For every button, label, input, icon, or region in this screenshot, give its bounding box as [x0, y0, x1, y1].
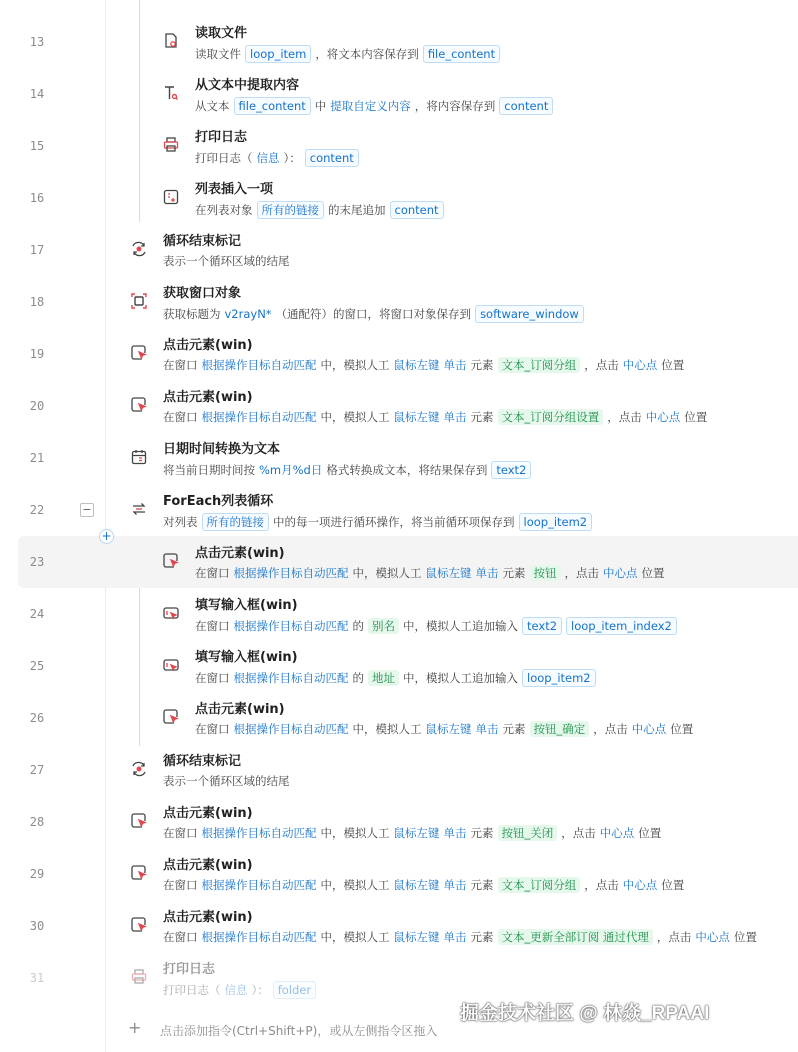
description-text: 元素	[502, 722, 526, 736]
instruction-description	[163, 461, 531, 479]
instruction-description	[163, 981, 316, 999]
instruction-row[interactable]	[0, 172, 798, 224]
description-text: ，将内容保存到	[414, 99, 496, 113]
instruction-title: 点击元素(win)	[163, 338, 253, 353]
line-number: 31	[29, 971, 45, 985]
element-chip[interactable]: 别名	[368, 618, 399, 634]
element-chip[interactable]: 按钮_确定	[530, 721, 590, 737]
description-text: 格式转换成文本，将结果保存到	[326, 463, 488, 477]
description-text: 在窗口	[195, 671, 230, 685]
parameter-link[interactable]: 单击	[443, 878, 467, 892]
element-chip[interactable]: 地址	[368, 670, 399, 686]
instruction-row[interactable]	[0, 744, 798, 796]
parameter-link[interactable]: 鼠标左键	[393, 826, 440, 840]
line-number: 29	[29, 867, 45, 881]
parameter-link[interactable]: 根据操作目标自动匹配	[201, 410, 317, 424]
instruction-row[interactable]	[0, 68, 798, 120]
element-chip[interactable]: 文本_订阅分组	[498, 877, 581, 893]
description-text: 在窗口	[163, 826, 198, 840]
loop-end-icon	[130, 760, 148, 778]
variable-chip[interactable]: 所有的链接	[257, 201, 325, 219]
parameter-link[interactable]: 根据操作目标自动匹配	[201, 930, 317, 944]
insert-step-button[interactable]: +	[99, 529, 114, 544]
parameter-link[interactable]: 鼠标左键	[393, 878, 440, 892]
click-element-icon	[162, 708, 180, 726]
description-text: 表示一个循环区域的结尾	[163, 774, 290, 788]
parameter-link[interactable]: 单击	[443, 826, 467, 840]
description-text: 元素	[470, 930, 494, 944]
instruction-description	[195, 721, 693, 737]
description-text: 位置	[661, 358, 685, 372]
read-file-icon	[162, 32, 180, 50]
line-number: 22	[29, 503, 45, 517]
description-text: 从文本	[195, 99, 230, 113]
description-text: 读取文件	[195, 47, 241, 61]
parameter-link[interactable]: 根据操作目标自动匹配	[201, 358, 317, 372]
instruction-description	[163, 357, 684, 373]
instruction-title: 点击元素(win)	[163, 806, 253, 821]
description-text: ，点击	[584, 878, 619, 892]
description-text: 获取标题为	[163, 307, 221, 321]
instruction-row[interactable]	[0, 640, 798, 692]
description-text: 中，模拟人工	[320, 358, 390, 372]
description-text: 对列表	[163, 515, 198, 529]
line-number: 17	[29, 243, 45, 257]
input-box-icon	[162, 656, 180, 674]
description-text: 在窗口	[195, 566, 230, 580]
element-chip[interactable]: 文本_订阅分组	[498, 357, 581, 373]
parameter-link[interactable]: 信息	[224, 983, 248, 997]
plus-icon[interactable]: +	[128, 1018, 142, 1037]
instruction-row[interactable]	[0, 380, 798, 432]
line-number: 19	[29, 347, 45, 361]
instruction-row[interactable]	[0, 484, 798, 536]
line-number: 24	[29, 607, 45, 621]
description-text: ，点击	[593, 722, 628, 736]
element-chip[interactable]: 文本_订阅分组设置	[498, 409, 604, 425]
instruction-title: 读取文件	[195, 26, 248, 41]
variable-chip[interactable]: text2	[491, 461, 531, 479]
instruction-row[interactable]	[0, 276, 798, 328]
description-text: ，点击	[584, 358, 619, 372]
click-element-icon	[130, 916, 148, 934]
description-text: 将当前日期时间按	[163, 463, 255, 477]
description-text: ，点击	[607, 410, 642, 424]
instruction-title: 点击元素(win)	[195, 702, 285, 717]
element-chip[interactable]: 文本_更新全部订阅 通过代理	[498, 929, 653, 945]
variable-chip[interactable]: loop_item_index2	[566, 617, 677, 635]
instruction-description	[195, 669, 596, 687]
print-icon	[130, 968, 148, 986]
instruction-row[interactable]	[0, 16, 798, 68]
element-chip[interactable]: 按钮_关闭	[498, 825, 558, 841]
variable-chip[interactable]: folder	[273, 981, 316, 999]
instruction-description	[163, 773, 290, 789]
input-box-icon	[162, 604, 180, 622]
description-text: 元素	[502, 566, 526, 580]
window-target-icon	[130, 292, 148, 310]
click-element-icon	[162, 552, 180, 570]
line-number: 28	[29, 815, 45, 829]
instruction-title: 列表插入一项	[195, 182, 274, 197]
parameter-link[interactable]: 单击	[443, 358, 467, 372]
instruction-title: 填写输入框(win)	[195, 598, 298, 613]
description-text: 的末尾追加	[328, 203, 386, 217]
description-text: 中的每一项进行循环操作，将当前循环项保存到	[273, 515, 515, 529]
line-number: 23	[29, 555, 45, 569]
parameter-link[interactable]: 根据操作目标自动匹配	[201, 826, 317, 840]
parameter-link[interactable]: 单击	[475, 566, 499, 580]
variable-chip[interactable]: 所有的链接	[202, 513, 270, 531]
instruction-row[interactable]	[0, 224, 798, 276]
line-number: 30	[29, 919, 45, 933]
instruction-title: 打印日志	[195, 130, 248, 145]
parameter-link[interactable]: 中心点	[695, 930, 730, 944]
description-text: ，点击	[564, 566, 599, 580]
description-text: 元素	[470, 410, 494, 424]
description-text: （通配符）的窗口，将窗口对象保存到	[275, 307, 472, 321]
parameter-link[interactable]: 鼠标左键	[393, 410, 440, 424]
instruction-title: 循环结束标记	[163, 754, 242, 769]
instruction-row[interactable]	[18, 536, 798, 588]
line-number: 26	[29, 711, 45, 725]
description-text: ，点击	[561, 826, 596, 840]
description-text: ，将文本内容保存到	[315, 47, 419, 61]
description-text: ）：	[251, 983, 269, 997]
description-text: 在窗口	[163, 410, 198, 424]
description-text: ）：	[283, 151, 301, 165]
variable-chip[interactable]: software_window	[475, 305, 584, 323]
variable-chip[interactable]: file_content	[234, 97, 311, 115]
parameter-link[interactable]: 中心点	[631, 722, 667, 736]
collapse-toggle[interactable]: −	[80, 503, 94, 517]
instruction-title: 从文本中提取内容	[195, 78, 300, 93]
instruction-row[interactable]	[0, 432, 798, 484]
instruction-description	[163, 825, 661, 841]
instruction-title: 打印日志	[163, 962, 216, 977]
description-text: 在窗口	[163, 878, 198, 892]
parameter-link[interactable]: v2rayN*	[224, 307, 272, 321]
instruction-title: 循环结束标记	[163, 234, 242, 249]
instruction-title: 点击元素(win)	[163, 910, 253, 925]
line-number: 14	[29, 87, 45, 101]
description-text: 中，模拟人工	[352, 722, 422, 736]
description-text: 中，模拟人工	[320, 878, 390, 892]
add-instruction-hint: 点击添加指令(Ctrl+Shift+P)，或从左侧指令区拖入	[160, 1024, 438, 1038]
click-element-icon	[130, 812, 148, 830]
parameter-link[interactable]: 中心点	[599, 826, 635, 840]
description-text: 位置	[670, 722, 694, 736]
parameter-link[interactable]: 根据操作目标自动匹配	[233, 722, 349, 736]
instruction-row[interactable]	[0, 900, 798, 952]
variable-chip[interactable]: content	[305, 149, 359, 167]
parameter-link[interactable]: 中心点	[622, 358, 658, 372]
instruction-description	[163, 513, 592, 531]
calendar-icon	[130, 448, 148, 466]
click-element-icon	[130, 396, 148, 414]
variable-chip[interactable]: file_content	[423, 45, 500, 63]
instruction-title: 点击元素(win)	[195, 546, 285, 561]
description-text: 位置	[684, 410, 708, 424]
description-text: 元素	[470, 826, 494, 840]
instruction-row[interactable]	[0, 848, 798, 900]
line-number: 16	[29, 191, 45, 205]
parameter-link[interactable]: 根据操作目标自动匹配	[233, 566, 349, 580]
instruction-description	[163, 253, 290, 269]
instruction-description	[195, 149, 359, 167]
description-text: ，点击	[656, 930, 692, 944]
parameter-link[interactable]: 中心点	[603, 566, 638, 580]
line-number: 21	[29, 451, 45, 465]
description-text: 位置	[638, 826, 662, 840]
parameter-link[interactable]: 单击	[443, 930, 467, 944]
variable-chip[interactable]: loop_item	[245, 45, 311, 63]
description-text: 位置	[661, 878, 685, 892]
print-icon	[162, 136, 180, 154]
parameter-link[interactable]: %m月%d日	[259, 463, 323, 477]
instruction-description	[195, 617, 677, 635]
list-insert-icon	[162, 188, 180, 206]
watermark: 掘金技术社区 @ 林焱_RPAAI	[460, 1003, 710, 1024]
loop-end-icon	[130, 240, 148, 258]
variable-chip[interactable]: text2	[522, 617, 562, 635]
click-element-icon	[130, 344, 148, 362]
variable-chip[interactable]: content	[390, 201, 444, 219]
description-text: 中，模拟人工	[352, 566, 422, 580]
description-text: 在窗口	[163, 358, 198, 372]
description-text: 中，模拟人工	[320, 826, 390, 840]
instruction-title: 填写输入框(win)	[195, 650, 298, 665]
description-text: 中，模拟人工	[320, 410, 390, 424]
description-text: 打印日志（	[163, 983, 221, 997]
parameter-link[interactable]: 根据操作目标自动匹配	[233, 619, 349, 633]
parameter-link[interactable]: 鼠标左键	[425, 722, 472, 736]
parameter-link[interactable]: 根据操作目标自动匹配	[233, 671, 349, 685]
instruction-title: 日期时间转换为文本	[163, 442, 281, 457]
description-text: 位置	[641, 566, 665, 580]
instruction-description	[163, 877, 684, 893]
parameter-link[interactable]: 单击	[475, 722, 499, 736]
line-number: 18	[29, 295, 45, 309]
description-text: 打印日志（	[195, 151, 253, 165]
parameter-link[interactable]: 鼠标左键	[393, 930, 440, 944]
parameter-link[interactable]: 单击	[443, 410, 467, 424]
parameter-link[interactable]: 鼠标左键	[393, 358, 440, 372]
parameter-link[interactable]: 鼠标左键	[425, 566, 472, 580]
description-text: 位置	[733, 930, 757, 944]
text-extract-icon	[162, 84, 180, 102]
instruction-title: 点击元素(win)	[163, 390, 253, 405]
description-text: 的	[352, 619, 364, 633]
variable-chip[interactable]: content	[499, 97, 553, 115]
variable-chip[interactable]: loop_item2	[519, 513, 593, 531]
instruction-description	[195, 45, 500, 63]
line-number: 25	[29, 659, 45, 673]
instruction-row[interactable]	[0, 692, 798, 744]
click-element-icon	[130, 864, 148, 882]
line-number: 27	[29, 763, 45, 777]
description-text: 元素	[470, 358, 494, 372]
description-text: 在窗口	[195, 619, 230, 633]
description-text: 在列表对象	[195, 203, 253, 217]
foreach-loop-icon	[130, 500, 148, 518]
parameter-link[interactable]: 信息	[256, 151, 280, 165]
description-text: 中，模拟人工	[320, 930, 390, 944]
instruction-row[interactable]	[0, 588, 798, 640]
description-text: 中，模拟人工追加输入	[403, 619, 518, 633]
instruction-description	[163, 305, 584, 323]
description-text: 元素	[470, 878, 494, 892]
instruction-title: 点击元素(win)	[163, 858, 253, 873]
parameter-link[interactable]: 提取自定义内容	[330, 99, 411, 113]
instruction-description	[163, 409, 707, 425]
instruction-row[interactable]	[0, 120, 798, 172]
variable-chip[interactable]: loop_item2	[522, 669, 596, 687]
line-number: 15	[29, 139, 45, 153]
parameter-link[interactable]: 中心点	[645, 410, 681, 424]
instruction-row[interactable]	[0, 952, 798, 1004]
description-text: 中	[314, 99, 327, 113]
description-text: 在窗口	[163, 930, 198, 944]
description-text: 中，模拟人工追加输入	[403, 671, 518, 685]
element-chip[interactable]: 按钮	[530, 565, 561, 581]
description-text: 在窗口	[195, 722, 230, 736]
instruction-description	[195, 97, 553, 115]
instruction-row[interactable]	[0, 328, 798, 380]
description-text: 表示一个循环区域的结尾	[163, 254, 290, 268]
line-number: 13	[29, 35, 45, 49]
instruction-description	[195, 565, 665, 581]
parameter-link[interactable]: 根据操作目标自动匹配	[201, 878, 317, 892]
instruction-description	[163, 929, 757, 945]
line-number: 20	[29, 399, 45, 413]
instruction-description	[195, 201, 444, 219]
instruction-row[interactable]	[0, 796, 798, 848]
instruction-title: 获取窗口对象	[163, 286, 242, 301]
parameter-link[interactable]: 中心点	[622, 878, 658, 892]
description-text: 的	[352, 671, 364, 685]
instruction-title: ForEach列表循环	[163, 494, 274, 509]
